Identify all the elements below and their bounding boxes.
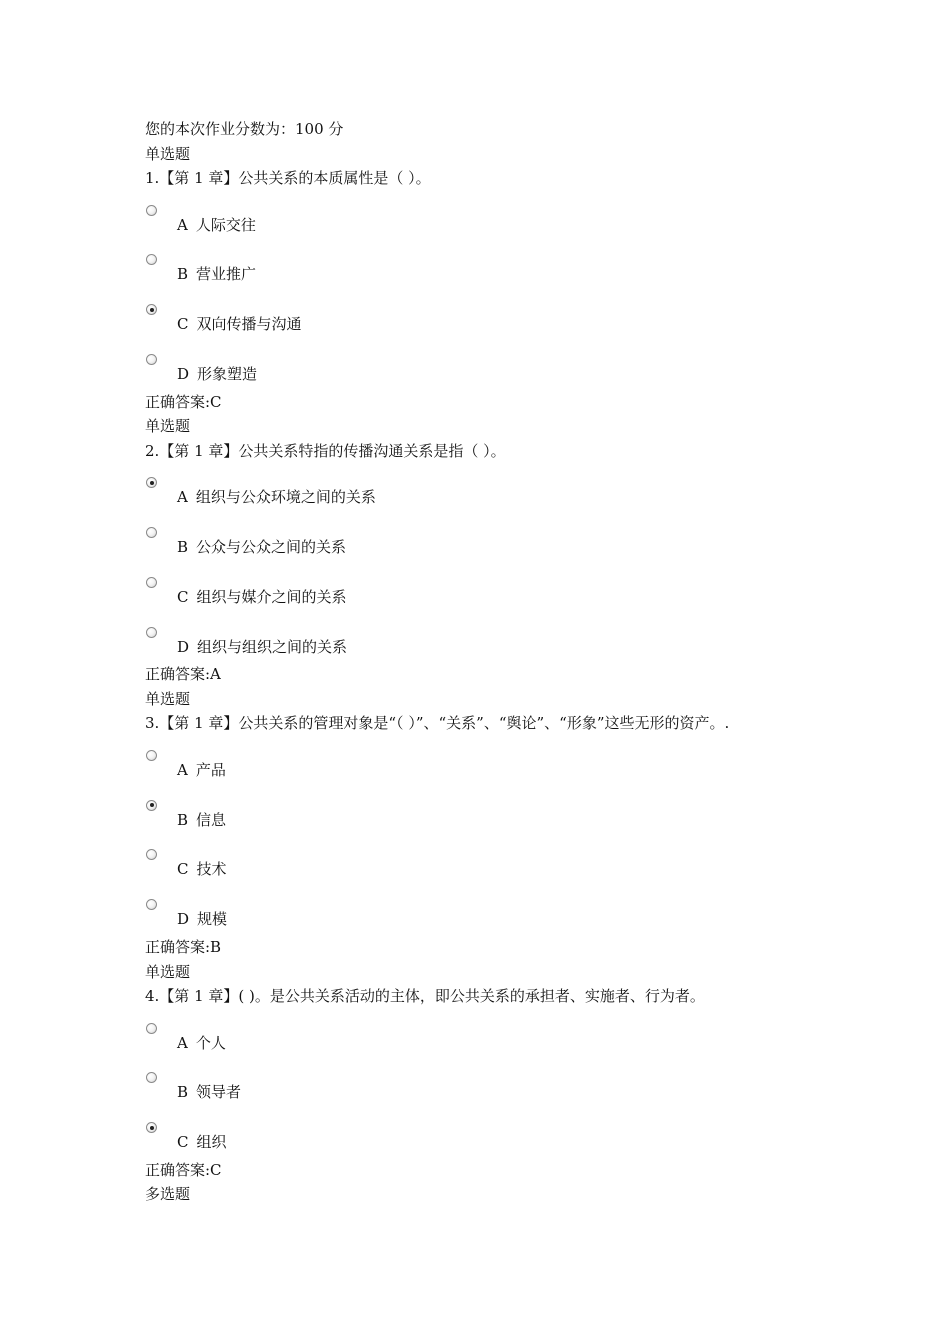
- radio-unselected-icon[interactable]: [146, 849, 157, 860]
- question-stem: 4.【第 1 章】( )。是公共关系活动的主体，即公共关系的承担者、实施者、行为者。: [145, 987, 705, 1006]
- answer-option[interactable]: [145, 340, 925, 390]
- question-list: [145, 142, 925, 1183]
- radio-selected-icon[interactable]: [146, 304, 157, 315]
- option-text: 规模: [197, 910, 228, 929]
- radio-unselected-icon[interactable]: [146, 1023, 157, 1034]
- radio-unselected-icon[interactable]: [146, 627, 157, 638]
- option-label: [177, 487, 376, 507]
- option-text: 组织与公众环境之间的关系: [195, 488, 376, 507]
- answer-option[interactable]: [145, 563, 925, 613]
- option-text: 技术: [196, 860, 227, 879]
- answer-option[interactable]: [145, 240, 925, 290]
- radio-unselected-icon[interactable]: [146, 750, 157, 761]
- option-text: 信息: [196, 810, 227, 829]
- answer-option[interactable]: [145, 1058, 925, 1108]
- answer-option[interactable]: [145, 290, 925, 340]
- option-label: [177, 364, 257, 384]
- option-text: 双向传播与沟通: [196, 315, 302, 334]
- radio-unselected-icon[interactable]: [146, 205, 157, 216]
- correct-answer: 正确答案:A: [145, 665, 221, 684]
- option-letter: A: [177, 215, 188, 234]
- answer-option[interactable]: [145, 1108, 925, 1158]
- option-label: [177, 859, 227, 879]
- question-block: [145, 687, 925, 960]
- radio-unselected-icon[interactable]: [146, 899, 157, 910]
- option-text: 组织: [196, 1133, 227, 1152]
- option-text: 个人: [195, 1033, 226, 1052]
- question-type: 单选题: [145, 689, 191, 708]
- next-question-type: 多选题: [145, 1185, 191, 1204]
- option-label: [177, 1132, 227, 1152]
- question-stem: 3.【第 1 章】公共关系的管理对象是“（ ）”、“关系”、“舆论”、“形象”这些无形的资产。.: [145, 714, 730, 733]
- option-letter: B: [177, 810, 189, 829]
- option-label: [177, 909, 227, 929]
- option-label: [177, 760, 226, 780]
- score-line: 您的本次作业分数为：100 分: [145, 120, 344, 138]
- option-label: [177, 810, 226, 830]
- option-text: 产品: [195, 760, 226, 779]
- answer-option[interactable]: [145, 736, 925, 786]
- answer-option[interactable]: [145, 1009, 925, 1059]
- option-label: [177, 264, 256, 284]
- answer-option[interactable]: [145, 786, 925, 836]
- question-type: 单选题: [145, 417, 191, 436]
- correct-answer: 正确答案:B: [145, 938, 222, 957]
- answer-option[interactable]: [145, 463, 925, 513]
- radio-unselected-icon[interactable]: [146, 577, 157, 588]
- question-block: [145, 142, 925, 415]
- option-text: 组织与媒介之间的关系: [196, 587, 347, 606]
- question-stem: 1.【第 1 章】公共关系的本质属性是（ ）。: [145, 169, 431, 187]
- answer-option[interactable]: [145, 513, 925, 563]
- option-label: [177, 1033, 226, 1053]
- option-label: [177, 1082, 241, 1102]
- radio-unselected-icon[interactable]: [146, 1072, 157, 1083]
- radio-unselected-icon[interactable]: [146, 254, 157, 265]
- answer-option[interactable]: [145, 885, 925, 935]
- radio-unselected-icon[interactable]: [146, 527, 157, 538]
- answer-option[interactable]: [145, 191, 925, 241]
- question-block: [145, 414, 925, 687]
- correct-answer: 正确答案:C: [145, 392, 222, 411]
- option-text: 组织与组织之间的关系: [197, 637, 348, 656]
- radio-selected-icon[interactable]: [146, 800, 157, 811]
- option-text: 人际交往: [195, 215, 256, 234]
- option-text: 领导者: [196, 1083, 242, 1102]
- answer-option[interactable]: [145, 613, 925, 663]
- option-letter: B: [177, 265, 189, 284]
- question-stem: 2.【第 1 章】公共关系特指的传播沟通关系是指（ ）。: [145, 441, 506, 460]
- homework-page: [145, 117, 925, 1207]
- option-label: [177, 587, 347, 607]
- option-letter: C: [177, 860, 189, 879]
- option-letter: D: [177, 910, 190, 929]
- option-letter: D: [177, 364, 190, 383]
- radio-selected-icon[interactable]: [146, 1122, 157, 1133]
- option-text: 形象塑造: [197, 364, 258, 383]
- option-letter: C: [177, 587, 189, 606]
- option-label: [177, 537, 346, 557]
- question-type: 单选题: [145, 144, 191, 163]
- option-label: [177, 314, 302, 334]
- radio-unselected-icon[interactable]: [146, 354, 157, 365]
- question-block: [145, 960, 925, 1183]
- option-letter: C: [177, 315, 189, 334]
- option-letter: C: [177, 1133, 189, 1152]
- radio-selected-icon[interactable]: [146, 477, 157, 488]
- option-letter: B: [177, 1083, 189, 1102]
- option-text: 营业推广: [196, 265, 257, 284]
- option-letter: A: [177, 760, 188, 779]
- option-letter: B: [177, 537, 189, 556]
- option-letter: A: [177, 488, 188, 507]
- option-text: 公众与公众之间的关系: [196, 537, 347, 556]
- option-letter: D: [177, 637, 190, 656]
- option-label: [177, 215, 256, 235]
- question-type: 单选题: [145, 962, 191, 981]
- option-label: [177, 637, 347, 657]
- answer-option[interactable]: [145, 835, 925, 885]
- correct-answer: 正确答案:C: [145, 1160, 222, 1179]
- option-letter: A: [177, 1033, 188, 1052]
